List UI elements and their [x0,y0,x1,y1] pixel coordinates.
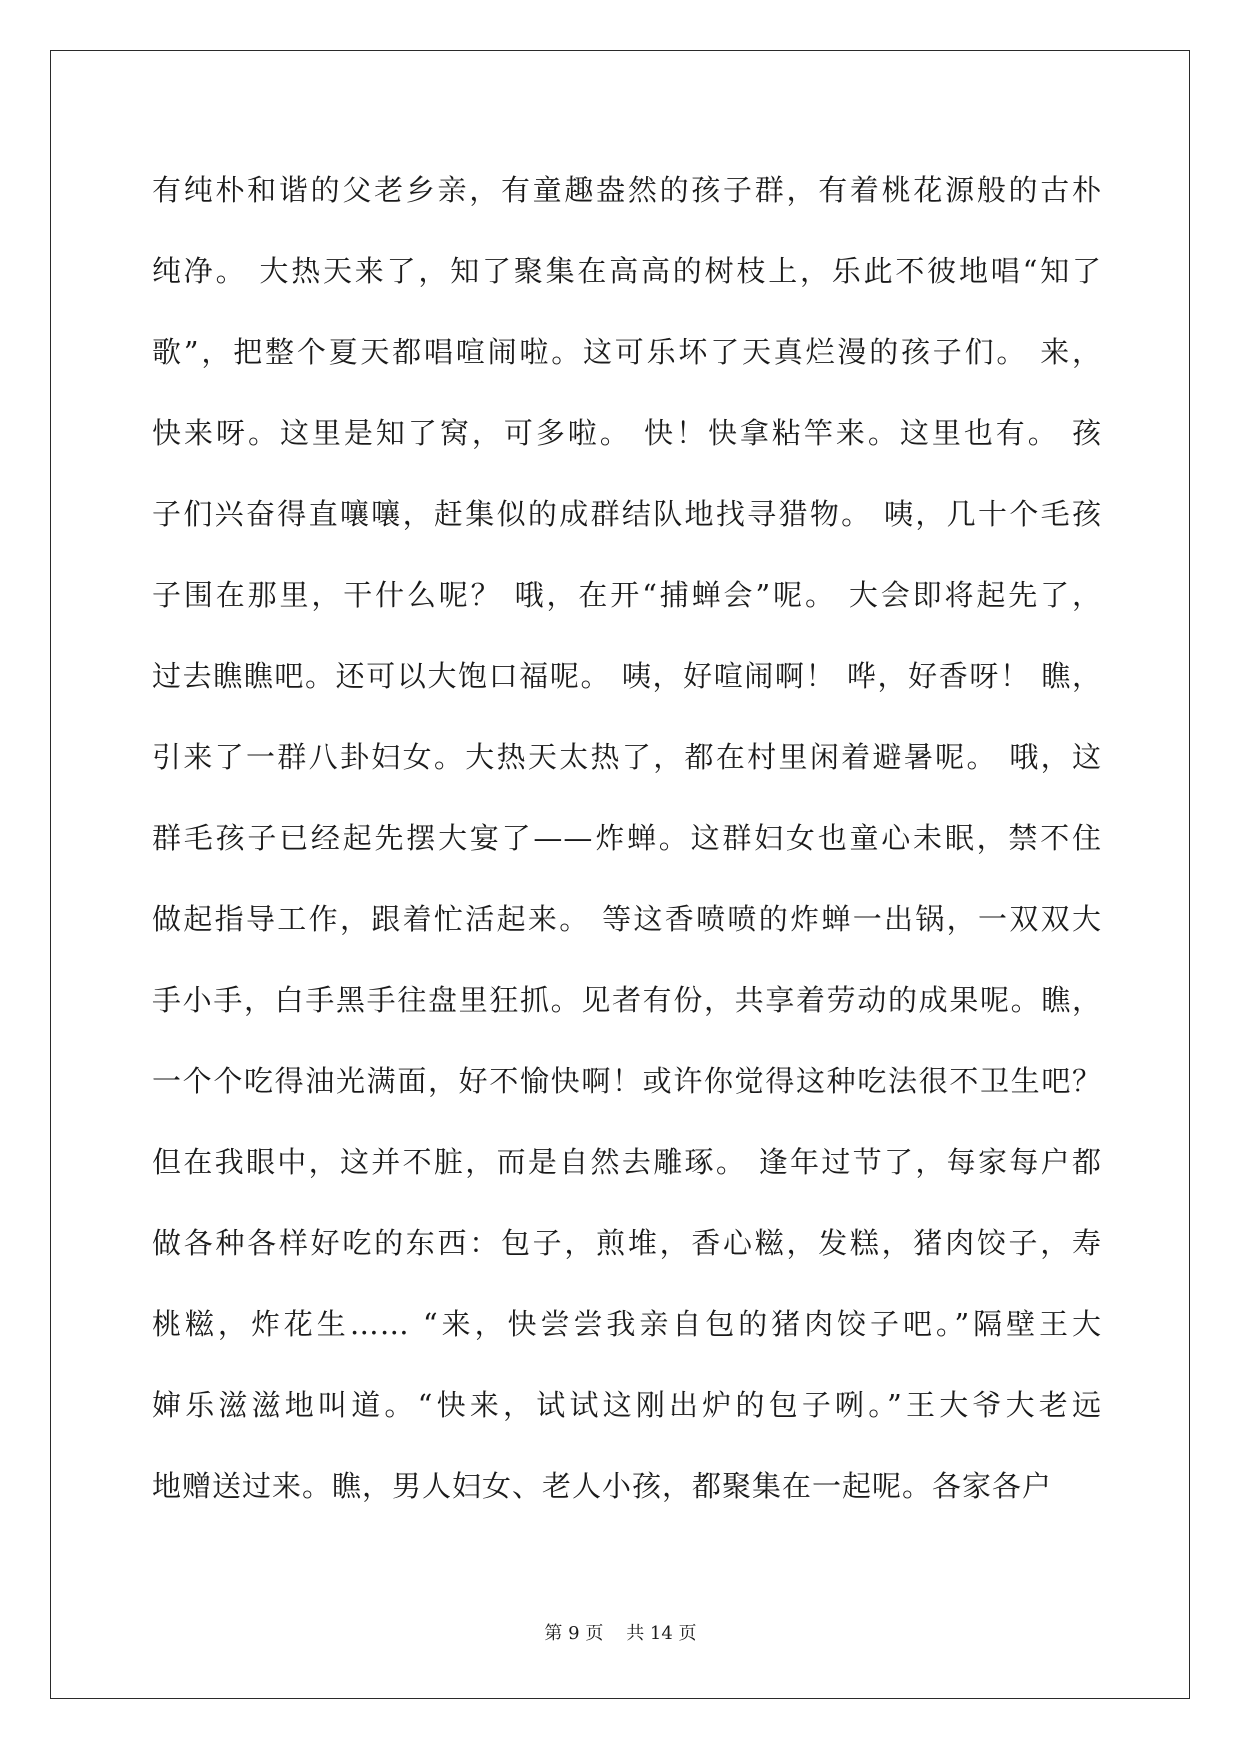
text-line: 手小手，白手黑手往盘里狂抓。见者有份，共享着劳动的成果呢。瞧， [152,983,1102,1017]
text-line: 婶乐滋滋地叫道。“快来，试试这刚出炉的包子咧。”王大爷大老远 [152,1388,1102,1422]
text-line: 做各种各样好吃的东西：包子，煎堆，香心糍，发糕，猪肉饺子，寿 [152,1226,1102,1260]
text-line: 歌”，把整个夏天都唱喧闹啦。这可乐坏了天真烂漫的孩子们。 来， [152,335,1102,369]
text-line: 一个个吃得油光满面，好不愉快啊！或许你觉得这种吃法很不卫生吧？ [152,1064,1102,1098]
text-line: 地赠送过来。瞧，男人妇女、老人小孩，都聚集在一起呢。各家各户 [152,1469,1053,1503]
text-line: 过去瞧瞧吧。还可以大饱口福呢。 咦，好喧闹啊！ 哗，好香呀！ 瞧， [152,659,1102,693]
text-line: 子围在那里，干什么呢？ 哦，在开“捕蝉会”呢。 大会即将起先了， [152,578,1102,612]
page-number-footer: 第 9 页 共 14 页 [544,1623,697,1644]
text-line: 做起指导工作，跟着忙活起来。 等这香喷喷的炸蝉一出锅，一双双大 [152,902,1102,936]
text-line: 快来呀。这里是知了窝，可多啦。 快！快拿粘竿来。这里也有。 孩 [152,416,1102,450]
text-line: 纯净。 大热天来了，知了聚集在高高的树枝上，乐此不彼地唱“知了 [152,254,1102,288]
text-line: 引来了一群八卦妇女。大热天太热了，都在村里闲着避暑呢。 哦，这 [152,740,1102,774]
text-line: 子们兴奋得直嚷嚷，赶集似的成群结队地找寻猎物。 咦，几十个毛孩 [152,497,1102,531]
text-line: 群毛孩子已经起先摆大宴了——炸蝉。这群妇女也童心未眠，禁不住 [152,821,1102,855]
text-line: 但在我眼中，这并不脏，而是自然去雕琢。 逢年过节了，每家每户都 [152,1145,1102,1179]
document-body [152,162,1102,1539]
text-line: 桃糍，炸花生…… “来，快尝尝我亲自包的猪肉饺子吧。”隔壁王大 [152,1307,1102,1341]
text-line: 有纯朴和谐的父老乡亲，有童趣盎然的孩子群，有着桃花源般的古朴 [152,173,1102,207]
